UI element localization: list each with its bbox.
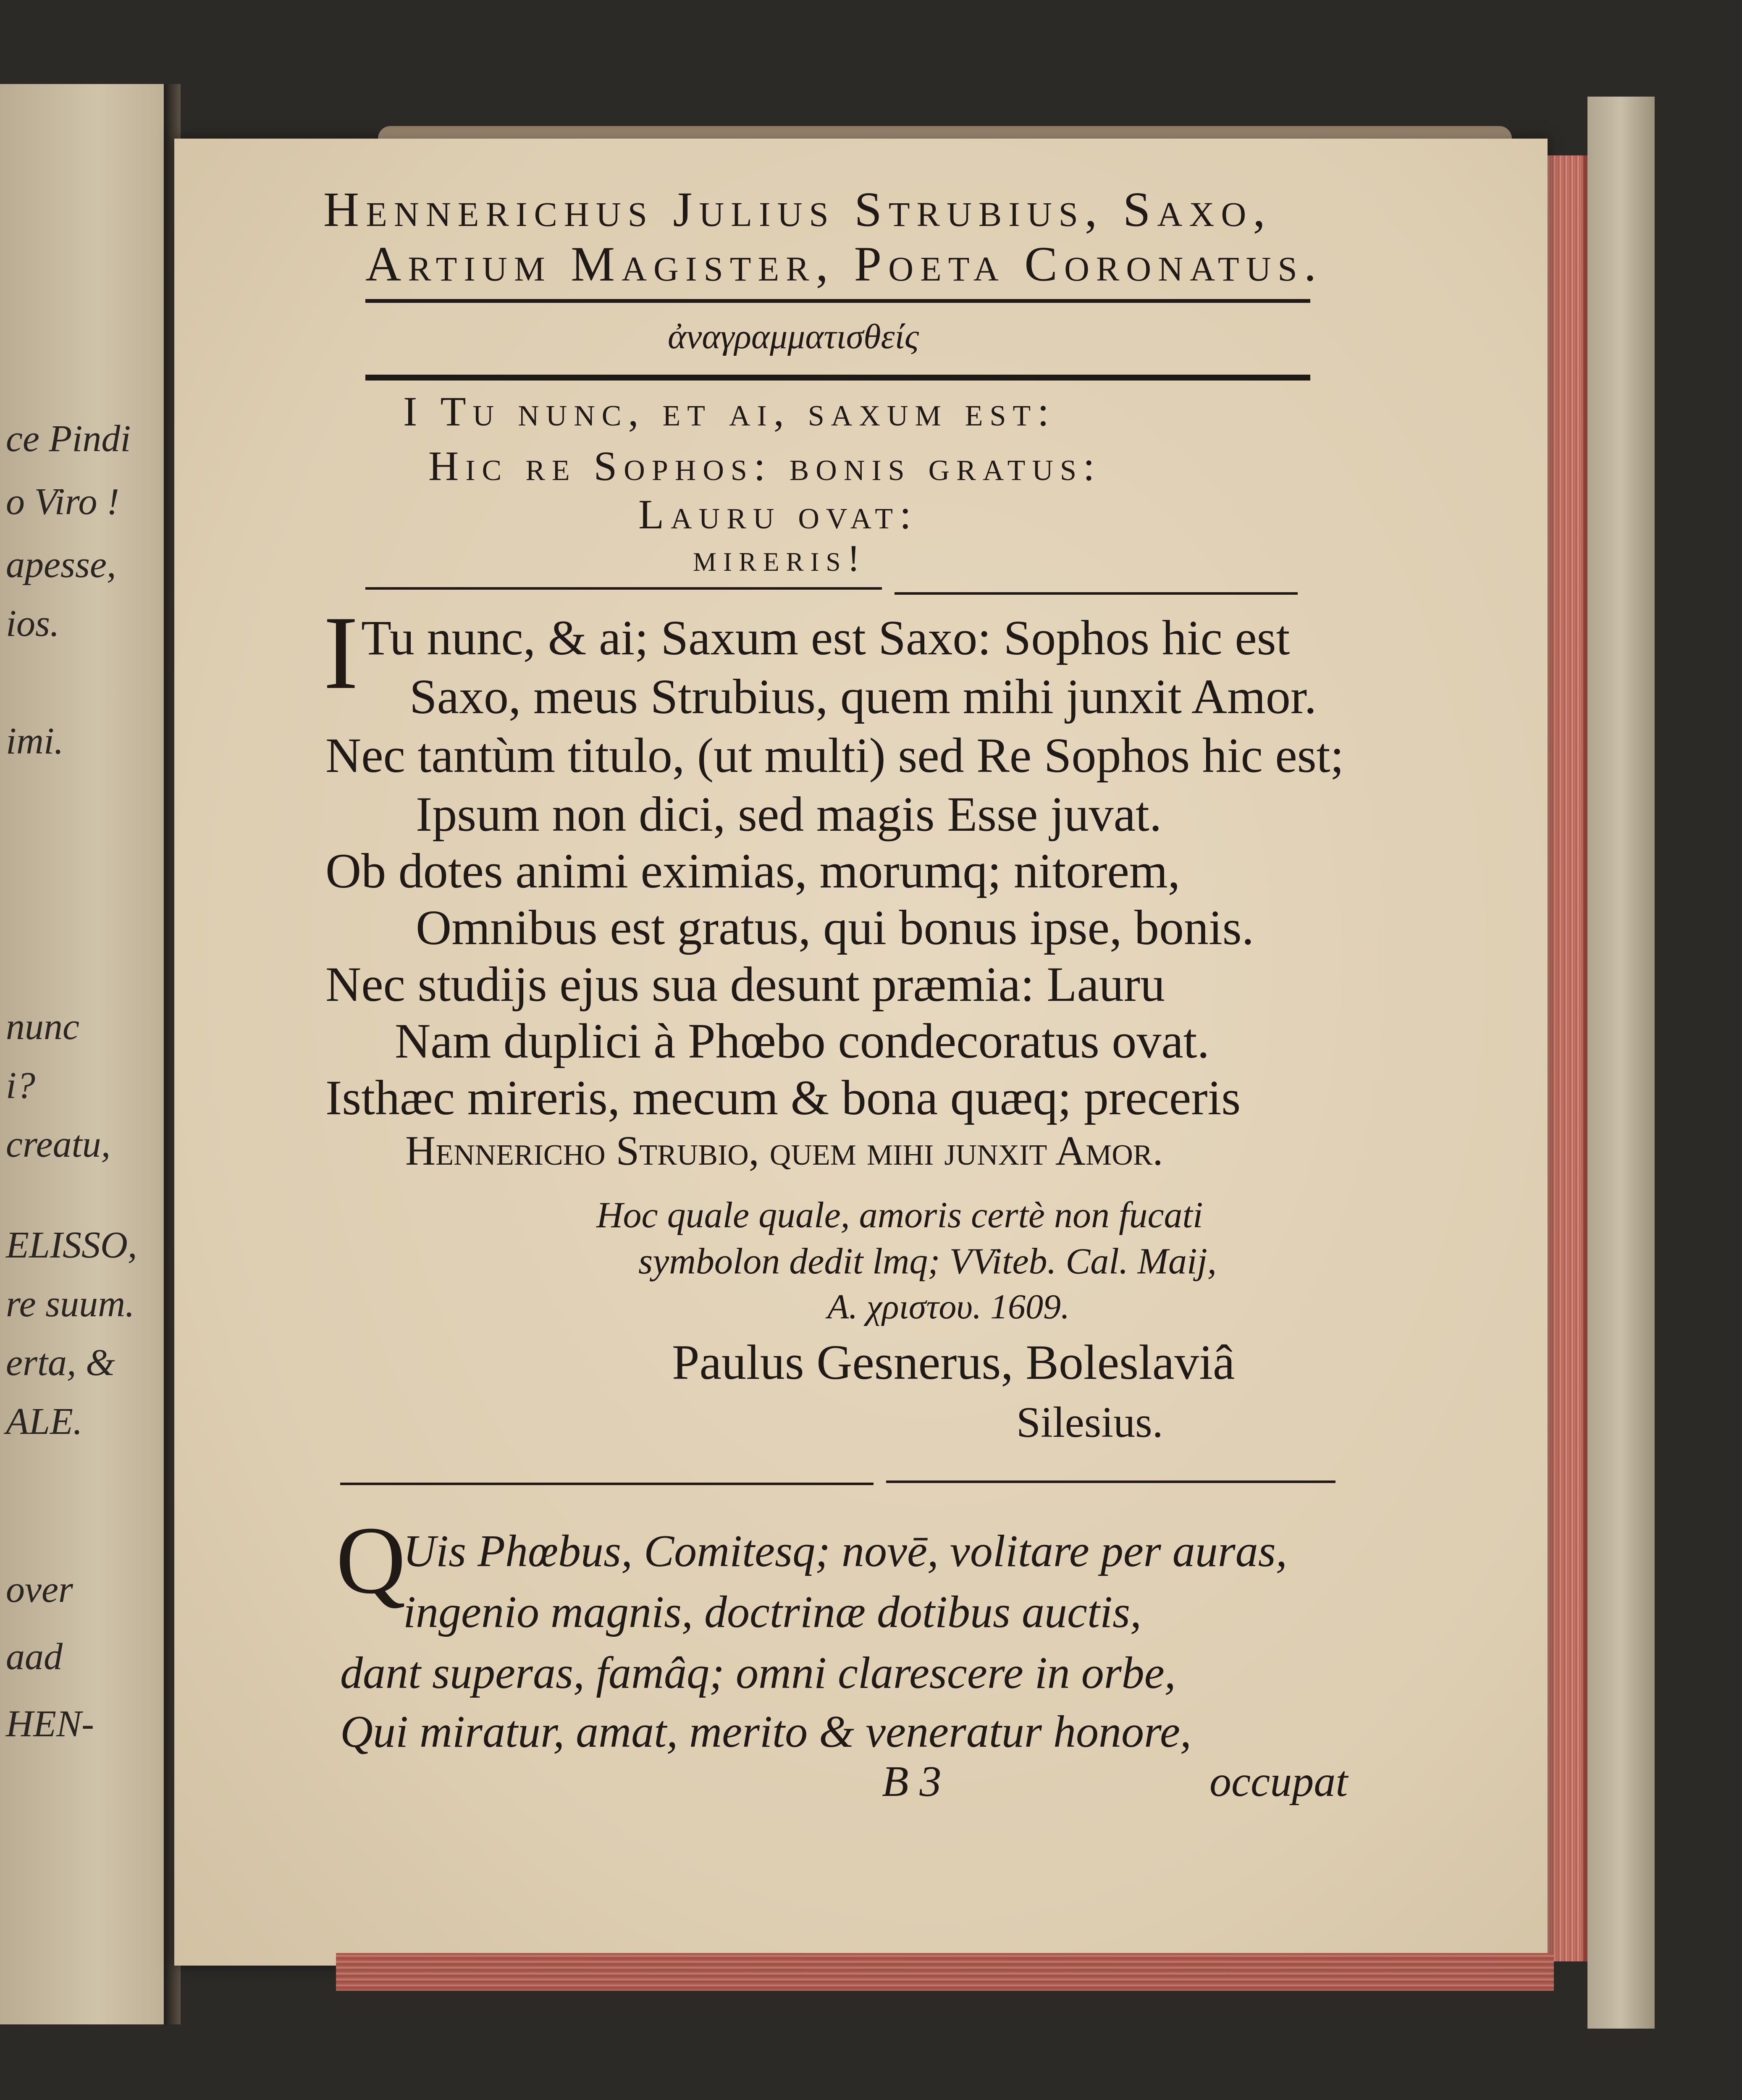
poem-line-1: Tu nunc, & ai; Saxum est Saxo: Sophos hic est (361, 610, 1290, 665)
dedication-line-2: symbolon dedit lmq; VViteb. Cal. Maij, (638, 1241, 1217, 1282)
left-fragment: ELISSO, (6, 1224, 137, 1266)
catchword: occupat (1209, 1757, 1348, 1806)
poem-line-10: Hennericho Strubio, quem mihi junxit Amor. (405, 1127, 1163, 1174)
greek-heading: ἀναγραμματισθείς (668, 317, 919, 356)
anagram-line-4: mireris! (693, 538, 867, 579)
poem-line-5: Ob dotes animi eximias, morumq; nitorem, (325, 843, 1181, 898)
left-fragment: nunc (6, 1006, 79, 1047)
anagram-line-3: Lauru ovat: (638, 491, 918, 538)
left-fragment: imi. (6, 720, 64, 762)
header-line-2: Artium Magister, Poeta Coronatus. (365, 236, 1323, 291)
poem-line-8: Nam duplici à Phœbo condecoratus ovat. (395, 1013, 1209, 1068)
left-fragment: erta, & (6, 1342, 115, 1383)
anagram-rule-left (365, 587, 882, 590)
left-fragment: ce Pindi (6, 418, 131, 459)
left-fragment: aad (6, 1636, 63, 1677)
poem-line-7: Nec studijs ejus sua desunt præmia: Lauru (325, 957, 1165, 1012)
dedication-line-1: Hoc quale quale, amoris certè non fucati (596, 1195, 1203, 1236)
left-fragment: o Viro ! (6, 481, 119, 522)
poem-line-4: Ipsum non dici, sed magis Esse juvat. (416, 787, 1162, 842)
poem-line-9: Isthæc mireris, mecum & bona quæq; preceris (325, 1070, 1241, 1125)
left-fragment: ALE. (6, 1401, 83, 1442)
left-fragment: apesse, (6, 544, 116, 585)
section-rule (365, 375, 1310, 381)
verse-initial: Q (336, 1507, 406, 1614)
dedication-line-3: A. χριστου. 1609. (827, 1287, 1070, 1326)
verse-line-1: Uis Phœbus, Comitesq; novē, volitare per auras, (403, 1526, 1287, 1576)
poem-line-6: Omnibus est gratus, qui bonus ipse, bonis. (416, 900, 1254, 955)
header-line-1: Hennerichus Julius Strubius, Saxo, (323, 182, 1272, 237)
dedication-origin: Silesius. (1016, 1398, 1163, 1446)
left-fragment: re suum. (6, 1283, 135, 1325)
page-bottom-edge (336, 1953, 1554, 1991)
dedication-author: Paulus Gesnerus, Boleslaviâ (672, 1335, 1235, 1390)
poem-initial: I (323, 595, 359, 711)
verse-line-4: Qui miratur, amat, merito & veneratur honore, (340, 1707, 1191, 1757)
verse-rule-right (886, 1480, 1335, 1483)
left-fragment: over (6, 1569, 73, 1610)
left-page-fragment (0, 84, 166, 2024)
poem-line-2: Saxo, meus Strubius, quem mihi junxit Amor. (409, 669, 1317, 724)
left-fragment: HEN- (6, 1703, 94, 1745)
left-fragment: creatu, (6, 1124, 111, 1165)
anagram-line-2: Hic re Sophos: bonis gratus: (428, 443, 1102, 489)
signature-mark: B 3 (882, 1757, 942, 1806)
anagram-rule-right (895, 592, 1298, 595)
verse-line-2: ingenio magnis, doctrinæ dotibus auctis, (403, 1587, 1142, 1637)
verse-rule-left (340, 1483, 874, 1485)
poem-line-3: Nec tantùm titulo, (ut multi) sed Re Sophos hic est; (325, 728, 1344, 783)
verse-line-3: dant superas, famâq; omni clarescere in orbe, (340, 1648, 1176, 1698)
left-fragment: ios. (6, 603, 60, 644)
header-rule (365, 299, 1310, 303)
book-edge (1587, 97, 1655, 2029)
left-fragment: i? (6, 1065, 36, 1106)
anagram-line-1: I Tu nunc, et ai, saxum est: (403, 388, 1056, 435)
